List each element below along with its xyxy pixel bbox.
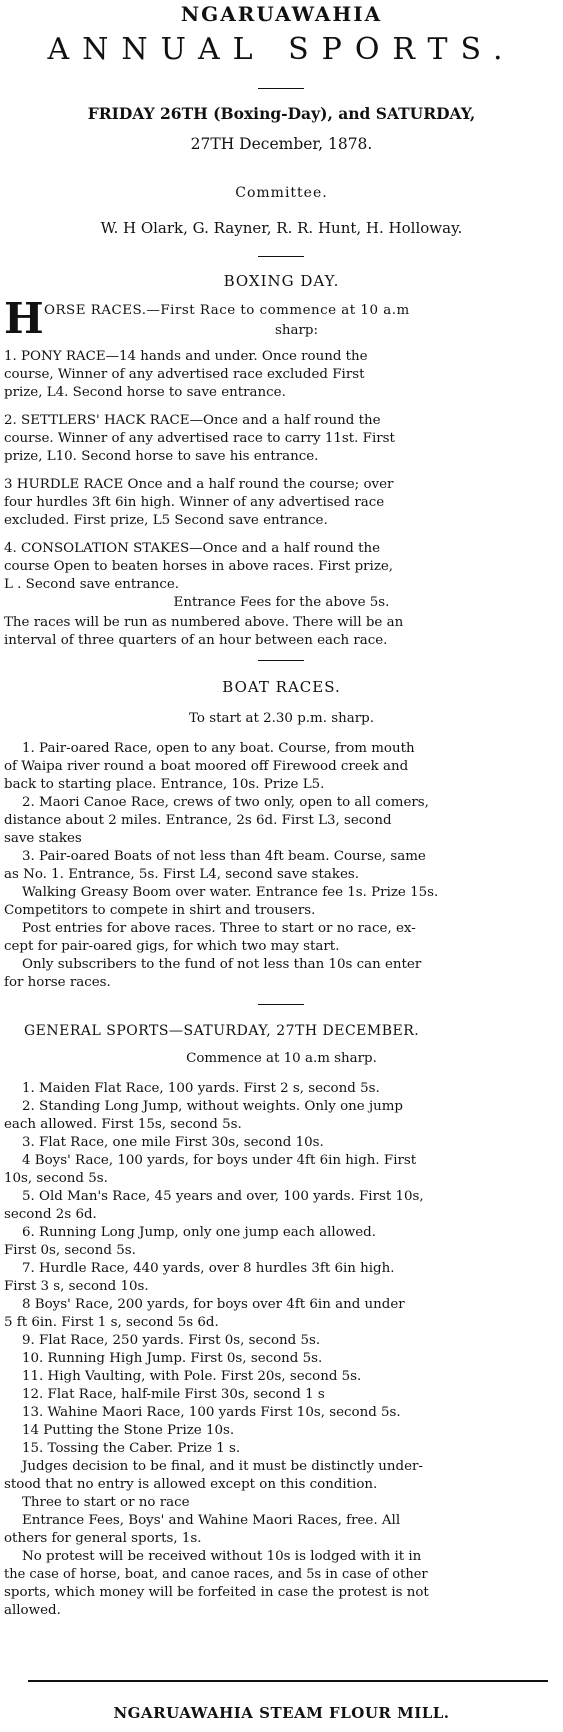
text-line: course Open to beaten horses in above races. First prize,	[4, 559, 394, 574]
text-line: each allowed. First 15s, second 5s.	[4, 1117, 242, 1132]
drop-cap: H	[4, 294, 44, 343]
main-title: ANNUAL SPORTS.	[47, 32, 516, 67]
text-line: 4. CONSOLATION STAKES—Once and a half round the	[4, 541, 381, 556]
text-line: 9. Flat Race, 250 yards. First 0s, second 5s.	[22, 1333, 321, 1348]
text-line: First 3 s, second 10s.	[4, 1279, 149, 1294]
text-line: Competitors to compete in shirt and trousers.	[4, 903, 316, 918]
text-line: others for general sports, 1s.	[4, 1531, 202, 1546]
text-line: for horse races.	[4, 975, 111, 990]
text-line: Only subscribers to the fund of not less than 10s can enter	[22, 957, 422, 972]
section-heading-general-sports: GENERAL SPORTS—SATURDAY, 27TH DECEMBER.	[24, 1023, 420, 1039]
text-line: Three to start or no race	[22, 1495, 190, 1510]
text-line: of Waipa river round a boat moored off Firewood creek and	[4, 759, 409, 774]
text-line: interval of three quarters of an hour between each race.	[4, 633, 388, 648]
next-advert-heading: NGARUAWAHIA STEAM FLOUR MILL.	[113, 1704, 450, 1722]
divider	[258, 660, 304, 661]
text-line: 2. Standing Long Jump, without weights. Only one jump	[22, 1099, 404, 1114]
text-line: distance about 2 miles. Entrance, 2s 6d. First L3, second	[4, 813, 392, 828]
boat-races-start: To start at 2.30 p.m. sharp.	[189, 711, 374, 726]
text-line: Walking Greasy Boom over water. Entrance fee 1s. Prize 15s.	[22, 885, 439, 900]
column-rule	[28, 1680, 548, 1682]
text-line: course. Winner of any advertised race to carry 11st. First	[4, 431, 395, 446]
event-dates-line-1: FRIDAY 26TH (Boxing-Day), and SATURDAY,	[87, 104, 476, 123]
text-line: 7. Hurdle Race, 440 yards, over 8 hurdles 3ft 6in high.	[22, 1261, 395, 1276]
text-line: prize, L4. Second horse to save entrance.	[4, 385, 286, 400]
text-line: 10. Running High Jump. First 0s, second 5s.	[22, 1351, 323, 1366]
text-line: 1. Pair-oared Race, open to any boat. Course, from mouth	[22, 741, 415, 756]
divider	[258, 1004, 304, 1005]
committee-members: W. H Olark, G. Rayner, R. R. Hunt, H. Holloway.	[100, 219, 463, 237]
divider	[258, 88, 304, 89]
text-line: No protest will be received without 10s is lodged with it in	[22, 1549, 422, 1564]
text-line: prize, L10. Second horse to save his entrance.	[4, 449, 319, 464]
text-line: allowed.	[4, 1603, 61, 1618]
general-sports-start: Commence at 10 a.m sharp.	[186, 1051, 377, 1066]
text-line: First 0s, second 5s.	[4, 1243, 136, 1258]
text-line: excluded. First prize, L5 Second save entrance.	[4, 513, 328, 528]
text-line: stood that no entry is allowed except on this condition.	[4, 1477, 378, 1492]
text-line: 12. Flat Race, half-mile First 30s, second 1 s	[22, 1387, 325, 1402]
text-line: Post entries for above races. Three to start or no race, ex-	[22, 921, 416, 936]
text-line: four hurdles 3ft 6in high. Winner of any advertised race	[4, 495, 385, 510]
text-line: 5. Old Man's Race, 45 years and over, 100 yards. First 10s,	[22, 1189, 424, 1204]
text-line: 15. Tossing the Caber. Prize 1 s.	[22, 1441, 241, 1456]
text-line: 3. Pair-oared Boats of not less than 4ft beam. Course, same	[22, 849, 426, 864]
text-line: 8 Boys' Race, 200 yards, for boys over 4ft 6in and under	[22, 1297, 405, 1312]
text-line: 1. Maiden Flat Race, 100 yards. First 2 s, second 5s.	[22, 1081, 380, 1096]
text-line: course, Winner of any advertised race excluded First	[4, 367, 365, 382]
text-line: 4 Boys' Race, 100 yards, for boys under 4ft 6in high. First	[22, 1153, 417, 1168]
horse-races-intro-cont: sharp:	[275, 323, 318, 338]
text-line: sports, which money will be forfeited in case the protest is not	[4, 1585, 429, 1600]
place-heading: NGARUAWAHIA	[180, 2, 383, 26]
section-heading-boat-races: BOAT RACES.	[222, 678, 341, 696]
text-line: L . Second save entrance.	[4, 577, 179, 592]
text-line: The races will be run as numbered above. There will be an	[4, 615, 404, 630]
horse-races-intro: ORSE RACES.—First Race to commence at 10 a.m	[44, 303, 410, 318]
divider	[258, 256, 304, 257]
text-line: second 2s 6d.	[4, 1207, 97, 1222]
entrance-fees: Entrance Fees for the above 5s.	[173, 595, 390, 610]
text-line: the case of horse, boat, and canoe races, and 5s in case of other	[4, 1567, 428, 1582]
text-line: save stakes	[4, 831, 82, 846]
text-line: Judges decision to be final, and it must be distinctly under-	[22, 1459, 423, 1474]
committee-heading: Committee.	[235, 185, 328, 201]
text-line: 14 Putting the Stone Prize 10s.	[22, 1423, 235, 1438]
text-line: back to starting place. Entrance, 10s. Prize L5.	[4, 777, 325, 792]
text-line: 3. Flat Race, one mile First 30s, second 10s.	[22, 1135, 324, 1150]
text-line: 11. High Vaulting, with Pole. First 20s, second 5s.	[22, 1369, 362, 1384]
text-line: 2. SETTLERS' HACK RACE—Once and a half round the	[4, 413, 381, 428]
text-line: cept for pair-oared gigs, for which two may start.	[4, 939, 340, 954]
text-line: 10s, second 5s.	[4, 1171, 108, 1186]
text-line: 13. Wahine Maori Race, 100 yards First 10s, second 5s.	[22, 1405, 401, 1420]
section-heading-boxing-day: BOXING DAY.	[223, 272, 340, 290]
text-line: Entrance Fees, Boys' and Wahine Maori Races, free. All	[22, 1513, 401, 1528]
text-line: 3 HURDLE RACE Once and a half round the course; over	[4, 477, 394, 492]
text-line: 2. Maori Canoe Race, crews of two only, open to all comers,	[22, 795, 429, 810]
event-dates-line-2: 27TH December, 1878.	[190, 135, 373, 153]
text-line: 6. Running Long Jump, only one jump each allowed.	[22, 1225, 376, 1240]
text-line: as No. 1. Entrance, 5s. First L4, second save stakes.	[4, 867, 360, 882]
text-line: 5 ft 6in. First 1 s, second 5s 6d.	[4, 1315, 219, 1330]
text-line: 1. PONY RACE—14 hands and under. Once round the	[4, 349, 368, 364]
